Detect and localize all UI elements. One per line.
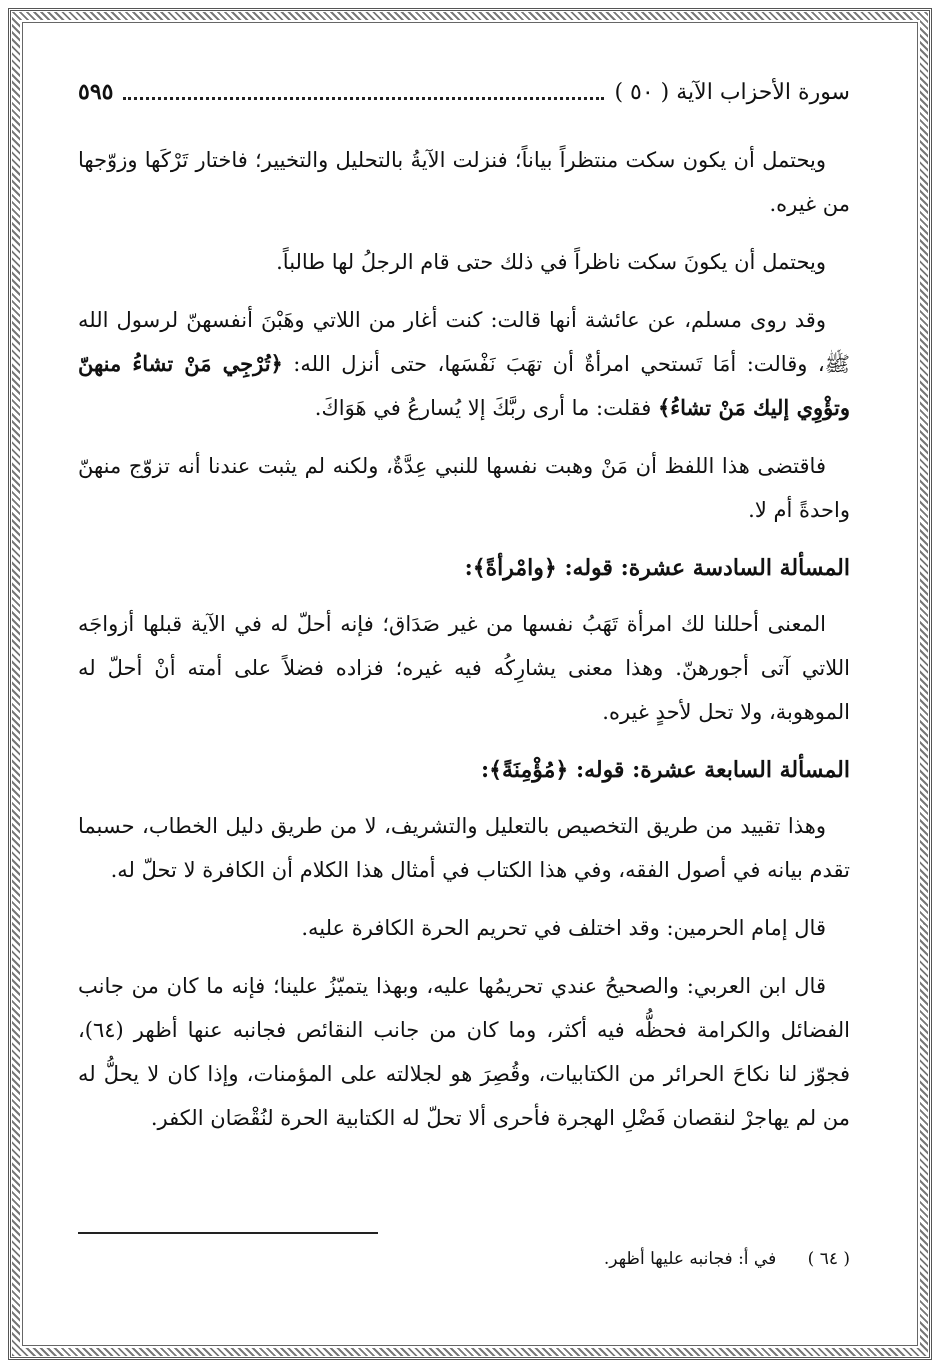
paragraph: قال ابن العربي: والصحيحُ عندي تحريمُها عليه، وبهذا يتميّزُ علينا؛ فإنه ما كان من جانب الفضائل والكرامة فحظُّه فيه أكثر، وما كان من جانب النقائص فجانبه عنها أظهر (٦٤)، فجوّز لنا نكاحَ الحرائر من الكتابيات، وقُصِرَ هو لجلالته على المؤمنات، وإذا كان لا يحلُّ له من لم يهاجرْ لنقصان فَضْلِ الهجرة فأحرى ألا تحلّ له الكتابية الحرة لنُقْصَان الكفر. (78, 974, 850, 1130)
paragraph: ويحتمل أن يكونَ سكت ناظراً في ذلك حتى قام الرجلُ لها طالباً. (276, 250, 826, 274)
quran-quote: ﴿تُرْجِي مَنْ تشاءُ منهنّ وتؤْوِي إليك مَنْ تشاءُ﴾ (78, 351, 850, 420)
paragraph: المعنى أحللنا لك امرأة تَهَبُ نفسها من غير صَدَاق؛ فإنه أحلّ له في الآية قبلها أزواجَه اللاتي آتى أجورهنّ. وهذا معنى يشارِكُه فيه غيره؛ فزاده فضلاً على أمته أنْ أحلّ له الموهوبة، ولا تحل لأحدٍ غيره. (78, 612, 850, 724)
main-text (78, 138, 850, 1154)
footnote (78, 1244, 850, 1274)
footnote-text: في أ: فجانبه عليها أظهر. (603, 1249, 777, 1269)
header-dots (123, 97, 604, 100)
paragraph: قال إمام الحرمين: وقد اختلف في تحريم الحرة الكافرة عليه. (301, 916, 826, 940)
paragraph (78, 298, 850, 430)
header-title: سورة الأحزاب الآية ( ٥٠ ) (614, 79, 850, 105)
paragraph-text: وقد روى مسلم، عن عائشة أنها قالت: كنت أغار من اللاتي وهَبْنَ أنفسهنّ لرسول الله ﷺ، وقالت: أمَا تَستحي امرأةٌ أن تهَبَ نَفْسَها، حتى أنزل الله: (78, 308, 850, 376)
paragraph: فاقتضى هذا اللفظ أن مَنْ وهبت نفسها للنبي عِدَّةٌ، ولكنه لم يثبت عندنا أنه تزوّج منهنّ واحدةً أم لا. (78, 454, 850, 522)
section-heading: المسألة السادسة عشرة: قوله: ﴿وامْرأةً﴾: (464, 555, 850, 581)
footnote-number: ( ٦٤ ) (807, 1249, 850, 1269)
paragraph: ويحتمل أن يكون سكت منتظراً بياناً؛ فنزلت الآيةُ بالتحليل والتخيير؛ فاختار تَرْكَها وزوّجها من غيره. (78, 148, 850, 216)
running-header (78, 72, 850, 112)
paragraph-text: فقلت: ما أرى ربَّكَ إلا يُسارعُ في هَوَاكَ. (314, 396, 658, 420)
paragraph: وهذا تقييد من طريق التخصيص بالتعليل والتشريف، لا من طريق دليل الخطاب، حسبما تقدم بيانه في أصول الفقه، وفي هذا الكتاب في أمثال هذا الكلام أن الكافرة لا تحلّ له. (78, 814, 850, 882)
page-content (78, 60, 850, 1330)
page-number: ٥٩٥ (78, 79, 114, 105)
footnote-rule (78, 1232, 378, 1234)
section-heading: المسألة السابعة عشرة: قوله: ﴿مُؤْمِنَةً﴾: (481, 757, 850, 783)
